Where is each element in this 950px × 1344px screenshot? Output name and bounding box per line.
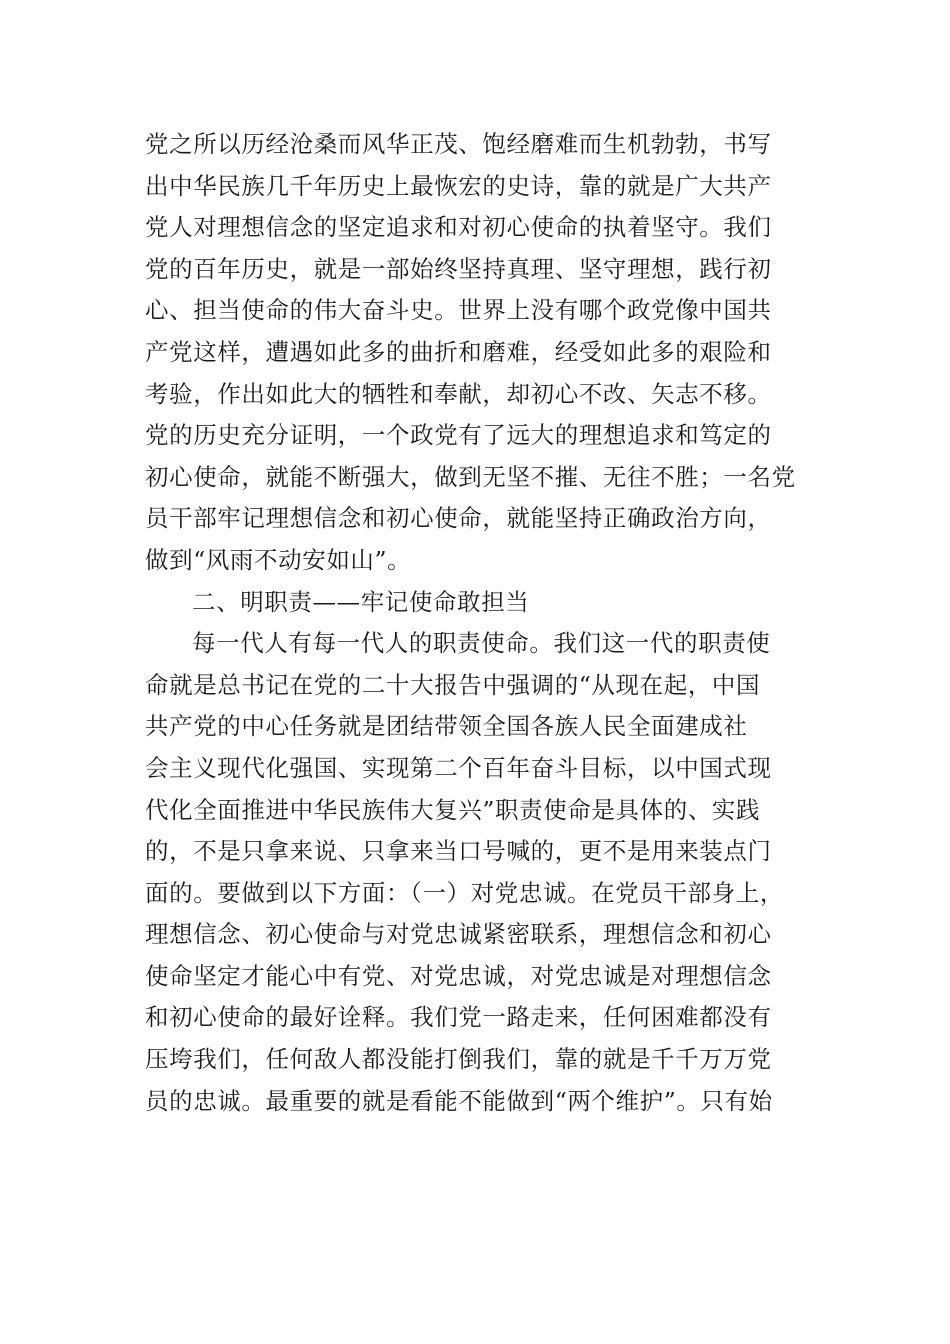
text-line: 命就是总书记在党的二十大报告中强调的“从现在起，中国 — [145, 670, 761, 699]
text-line: 员干部牢记理想信念和初心使命，就能坚持正确政治方向， — [145, 504, 772, 533]
text-line: 心、担当使命的伟大奋斗史。世界上没有哪个政党像中国共 — [145, 296, 772, 325]
text-line: 产党这样，遭遇如此多的曲折和磨难，经受如此多的艰险和 — [145, 337, 772, 366]
text-line: 员的忠诚。最重要的就是看能不能做到“两个维护”。只有始 — [145, 1086, 773, 1115]
text-line: 和初心使命的最好诠释。我们党一路走来，任何困难都没有 — [145, 1003, 772, 1032]
text-line: 代化全面推进中华民族伟大复兴”职责使命是具体的、实践 — [145, 795, 761, 824]
text-line: 面的。要做到以下方面：（一）对党忠诚。在党员干部身上， — [145, 878, 784, 907]
text-line: 党之所以历经沧桑而风华正茂、饱经磨难而生机勃勃，书写 — [145, 130, 772, 158]
text-line: 出中华民族几千年历史上最恢宏的史诗，靠的就是广大共产 — [145, 171, 772, 200]
text-line: 理想信念、初心使命与对党忠诚紧密联系，理想信念和初心 — [145, 920, 772, 949]
section-heading: 二、明职责——牢记使命敢担当 — [192, 587, 530, 616]
paragraph-first-line: 每一代人有每一代人的职责使命。我们这一代的职责使 — [192, 629, 771, 658]
text-line: 党人对理想信念的坚定追求和对初心使命的执着坚守。我们 — [145, 213, 772, 242]
text-line: 共产党的中心任务就是团结带领全国各族人民全面建成社 — [145, 712, 748, 741]
text-line: 压垮我们，任何敌人都没能打倒我们，靠的就是千千万万党 — [145, 1045, 772, 1074]
text-line: 初心使命，就能不断强大，做到无坚不摧、无往不胜；一名党 — [145, 462, 796, 491]
text-line: 会主义现代化强国、实现第二个百年奋斗目标，以中国式现 — [145, 753, 772, 782]
text-line: 的，不是只拿来说、只拿来当口号喊的，更不是用来装点门 — [145, 837, 772, 866]
text-line: 党的历史充分证明，一个政党有了远大的理想追求和笃定的 — [145, 421, 772, 450]
text-line: 考验，作出如此大的牺牲和奉献，却初心不改、矢志不移。 — [145, 379, 772, 408]
text-line: 党的百年历史，就是一部始终坚持真理、坚守理想，践行初 — [145, 254, 772, 283]
body-text — [145, 124, 845, 1122]
text-line: 做到“风雨不动安如山”。 — [145, 545, 412, 574]
text-line: 使命坚定才能心中有党、对党忠诚，对党忠诚是对理想信念 — [145, 961, 772, 990]
